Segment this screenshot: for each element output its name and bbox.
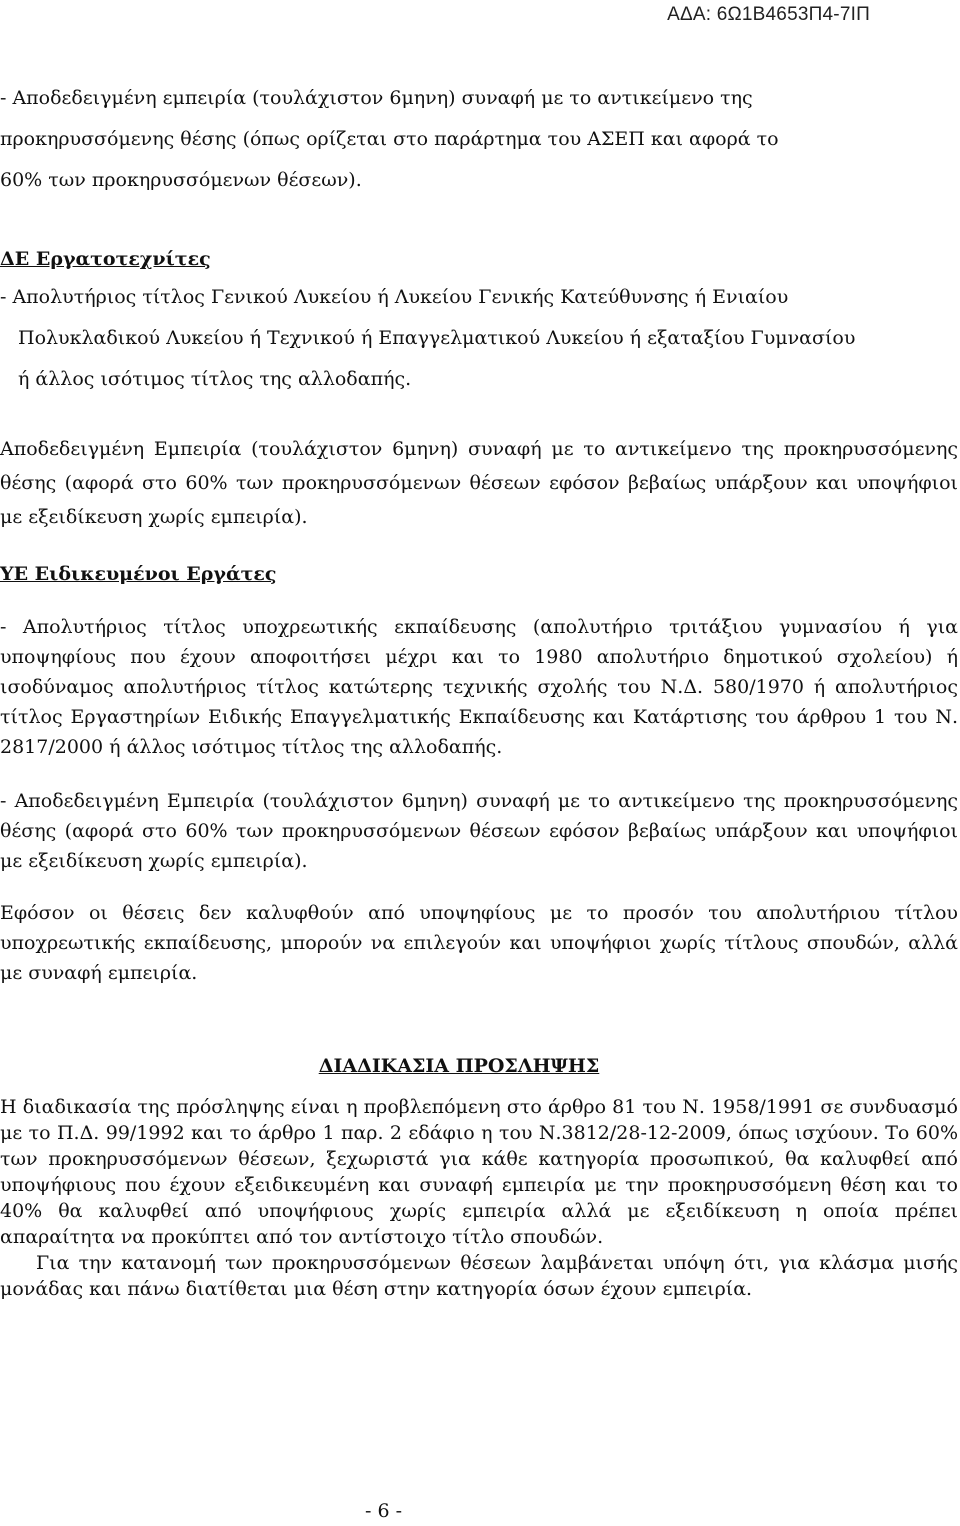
ye-note-paragraph: Εφόσον οι θέσεις δεν καλυφθούν από υποψηφίους με το προσόν του απολυτήριου τίτλου υποχρεωτικής εκπαίδευσης, μπορούν να επιλεγούν και υποψήφιοι χωρίς τίτλους σπουδών, αλλά με συναφή εμπειρία. <box>0 902 958 984</box>
ye-heading: ΥΕ Ειδικευμένοι Εργάτες <box>0 563 277 585</box>
ada-code: ΑΔΑ: 6Ω1Β4653Π4-7ΙΠ <box>667 4 870 25</box>
procedure-paragraph-1: Η διαδικασία της πρόσληψης είναι η προβλεπόμενη στο άρθρο 81 του Ν. 1958/1991 σε συνδυασμό με το Π.Δ. 99/1992 και το άρθρο 1 παρ. 2 εδάφιο η του Ν.3812/28-12-2009, όπως ισχύουν. Το 60% των προκηρυσσόμενων θέσεων, ξεχωριστά για κάθε κατηγορία προσωπικού, θα καλυφθεί από υποψήφιους που έχουν εξειδικευμένη και συναφή εμπειρία με την προκηρυσσόμενη θέση και το 40% θα καλυφθεί από υποψήφιους χωρίς εμπειρία αλλά με εξειδίκευση η οποία πρέπει απαραίτητα να προκύπτει από τον αντίστοιχο τίτλο σπουδών. <box>0 1096 958 1248</box>
page-number: - 6 - <box>365 1500 403 1522</box>
ye-experience-paragraph: - Αποδεδειγμένη Εμπειρία (τουλάχιστον 6μηνη) συναφή με το αντικείμενο της προκηρυσσόμενης θέσης (αφορά στο 60% των προκηρυσσόμενων θέσεων εφόσον βεβαίως υπάρξουν και υποψήφιοι με εξειδίκευση χωρίς εμπειρία). <box>0 790 958 872</box>
ye-requirement-paragraph: - Απολυτήριος τίτλος υποχρεωτικής εκπαίδευσης (απολυτήριο τριτάξιου γυμνασίου ή για υποψηφίους που έχουν αποφοιτήσει μέχρι και το 1980 απολυτήριο δημοτικού σχολείου) ή ισοδύναμος απολυτήριος τίτλος κατώτερης τεχνικής σχολής του Ν.Δ. 580/1970 ή απολυτήριος τίτλος Εργαστηρίων Ειδικής Επαγγελματικής Εκπαίδευσης και Κατάρτισης του άρθρου 1 του Ν. 2817/2000 ή άλλος ισότιμος τίτλος της αλλοδαπής. <box>0 616 958 758</box>
pe-experience-line-1: - Αποδεδειγμένη εμπειρία (τουλάχιστον 6μηνη) συναφή με το αντικείμενο της <box>0 87 753 109</box>
de-heading: ΔΕ Εργατοτεχνίτες <box>0 248 211 270</box>
document-body <box>0 78 958 1302</box>
de-requirement-line-1: - Απολυτήριος τίτλος Γενικού Λυκείου ή Λυκείου Γενικής Κατεύθυνσης ή Ενιαίου <box>0 286 789 308</box>
pe-experience-line-3: 60% των προκηρυσσόμενων θέσεων). <box>0 169 362 191</box>
pe-experience-line-2: προκηρυσσόμενης θέσης (όπως ορίζεται στο παράρτημα του ΑΣΕΠ και αφορά το <box>0 128 779 150</box>
procedure-heading: ΔΙΑΔΙΚΑΣΙΑ ΠΡΟΣΛΗΨΗΣ <box>318 1055 600 1077</box>
pe-experience-block <box>0 78 958 201</box>
de-requirement-line-3: ή άλλος ισότιμος τίτλος της αλλοδαπής. <box>18 368 412 390</box>
de-experience-paragraph: Αποδεδειγμένη Εμπειρία (τουλάχιστον 6μηνη) συναφή με το αντικείμενο της προκηρυσσόμενης θέσης (αφορά στο 60% των προκηρυσσόμενων θέσεων εφόσον βεβαίως υπάρξουν και υποψήφιοι με εξειδίκευση χωρίς εμπειρία). <box>0 438 958 528</box>
de-requirement-line-2: Πολυκλαδικού Λυκείου ή Τεχνικού ή Επαγγελματικού Λυκείου ή εξαταξίου Γυμνασίου <box>18 327 856 349</box>
procedure-paragraph-2: Για την κατανομή των προκηρυσσόμενων θέσεων λαμβάνεται υπόψη ότι, για κλάσμα μισής μονάδας και πάνω διατίθεται μια θέση στην κατηγορία όσων έχουν εμπειρία. <box>0 1252 958 1300</box>
